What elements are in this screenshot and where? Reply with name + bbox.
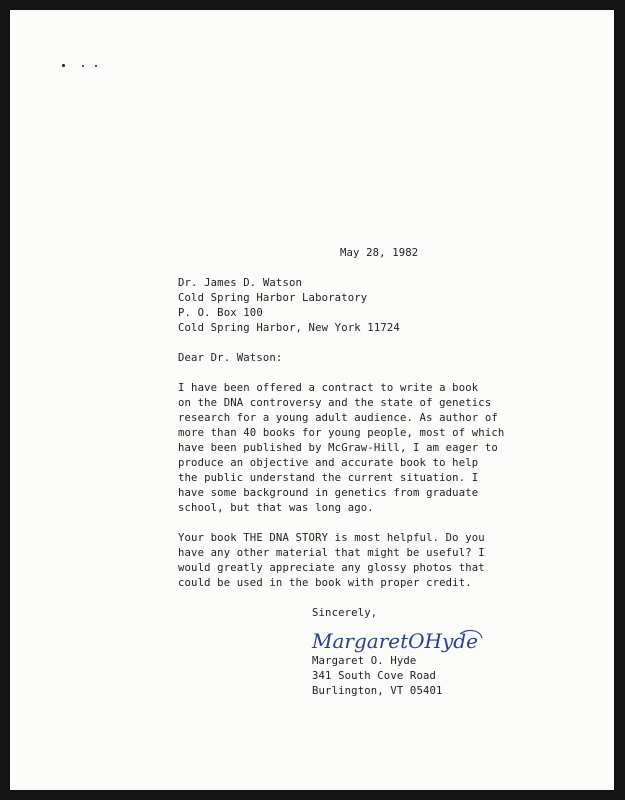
punch-mark xyxy=(62,64,65,67)
body-line: on the DNA controversy and the state of genetics xyxy=(178,397,492,409)
body-line: would greatly appreciate any glossy photos that xyxy=(178,562,485,574)
body-line: have any other material that might be useful? I xyxy=(178,547,485,559)
sender-line: 341 South Cove Road xyxy=(312,670,437,682)
body-line: I have been offered a contract to write a book xyxy=(178,382,479,394)
body-line: produce an objective and accurate book to help xyxy=(178,457,479,469)
recipient-line: Dr. James D. Watson xyxy=(178,277,303,289)
punch-mark xyxy=(82,65,84,67)
body-line: have some background in genetics from graduate xyxy=(178,487,479,499)
recipient-line: P. O. Box 100 xyxy=(178,307,263,319)
recipient-line: Cold Spring Harbor Laboratory xyxy=(178,292,368,304)
recipient-line: Cold Spring Harbor, New York 11724 xyxy=(178,322,400,334)
body-line: could be used in the book with proper credit. xyxy=(178,577,472,589)
body-line: school, but that was long ago. xyxy=(178,502,374,514)
letter-date: May 28, 1982 xyxy=(340,247,419,259)
closing: Sincerely, xyxy=(312,607,378,619)
body-line: have been published by McGraw-Hill, I am eager to xyxy=(178,442,498,454)
letter-page xyxy=(10,10,614,790)
salutation: Dear Dr. Watson: xyxy=(178,352,283,364)
sender-line: Margaret O. Hyde xyxy=(312,655,417,667)
punch-mark xyxy=(95,65,97,67)
signature-text: MargaretOHyde xyxy=(312,629,478,653)
sender-line: Burlington, VT 05401 xyxy=(312,685,443,697)
body-line: the public understand the current situation. I xyxy=(178,472,479,484)
body-line: more than 40 books for young people, most of which xyxy=(178,427,505,439)
body-line: research for a young adult audience. As author of xyxy=(178,412,498,424)
body-line: Your book THE DNA STORY is most helpful. Do you xyxy=(178,532,485,544)
